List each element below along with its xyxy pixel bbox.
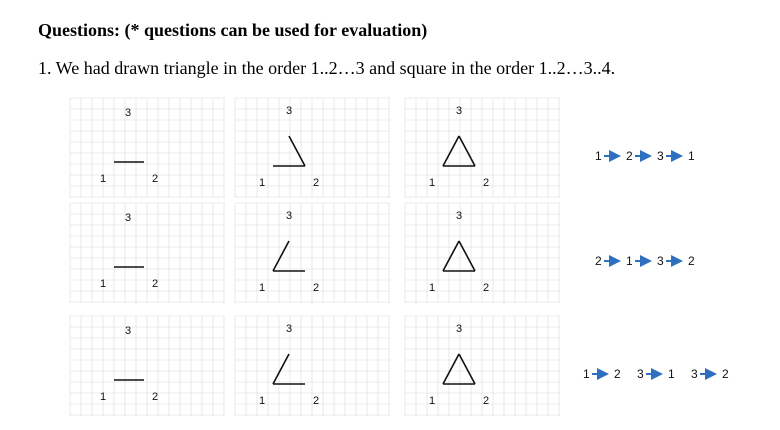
drawn-seg-3-2 [459,241,475,271]
point-label-2: 2 [313,395,320,407]
drawn-seg-3-2 [459,354,475,384]
sequence-number: 3 [637,367,644,381]
sequence-row-1 [595,149,695,163]
drawn-seg-1-3 [443,241,459,271]
sequence-number: 3 [691,367,698,381]
point-label-3: 3 [286,210,293,222]
questions-heading: Questions: (* questions can be used for evaluation) [38,20,428,40]
point-label-2: 2 [483,395,490,407]
stage-2-2 [235,203,390,303]
sequence-number: 2 [614,367,621,381]
point-label-1: 1 [100,173,107,185]
sequence-number: 2 [722,367,729,381]
drawn-seg-2-3 [459,136,475,166]
intro-statement: 1. We had drawn triangle in the order 1..2…3 and square in the order 1..2…3..4. [38,58,616,78]
sequence-number: 1 [595,149,602,163]
stage-1-1 [70,98,225,198]
point-label-3: 3 [286,105,293,117]
point-label-1: 1 [259,177,266,189]
stage-1-3 [405,98,560,198]
sequence-number: 1 [668,367,675,381]
point-label-1: 1 [429,282,436,294]
point-label-2: 2 [313,177,320,189]
sequence-number: 2 [595,254,602,268]
point-label-3: 3 [456,323,463,335]
point-label-2: 2 [152,278,159,290]
drawn-seg-2-3 [289,136,305,166]
point-label-3: 3 [286,323,293,335]
point-label-3: 3 [125,212,132,224]
point-label-1: 1 [259,395,266,407]
stage-2-3 [405,203,560,303]
sequence-number: 3 [657,254,664,268]
point-label-1: 1 [259,282,266,294]
point-label-2: 2 [483,282,490,294]
stage-3-3 [405,316,560,416]
sequence-row-2 [595,254,695,268]
point-label-3: 3 [456,210,463,222]
stage-2-1 [70,203,225,303]
point-label-1: 1 [100,391,107,403]
point-label-3: 3 [125,107,132,119]
point-label-2: 2 [152,173,159,185]
sequence-number: 2 [688,254,695,268]
drawn-seg-3-1 [443,354,459,384]
sequence-number: 1 [583,367,590,381]
point-label-1: 1 [429,395,436,407]
stage-1-2 [235,98,390,198]
drawn-seg-3-1 [273,354,289,384]
drawn-seg-3-1 [443,136,459,166]
stage-3-1 [70,316,225,416]
point-label-1: 1 [100,278,107,290]
sequence-number: 1 [688,149,695,163]
point-label-2: 2 [483,177,490,189]
sequence-number: 1 [626,254,633,268]
sequence-number: 3 [657,149,664,163]
sequence-row-3 [583,367,729,381]
sequence-number: 2 [626,149,633,163]
point-label-3: 3 [125,325,132,337]
point-label-3: 3 [456,105,463,117]
point-label-1: 1 [429,177,436,189]
stage-3-2 [235,316,390,416]
point-label-2: 2 [152,391,159,403]
drawn-seg-1-3 [273,241,289,271]
point-label-2: 2 [313,282,320,294]
